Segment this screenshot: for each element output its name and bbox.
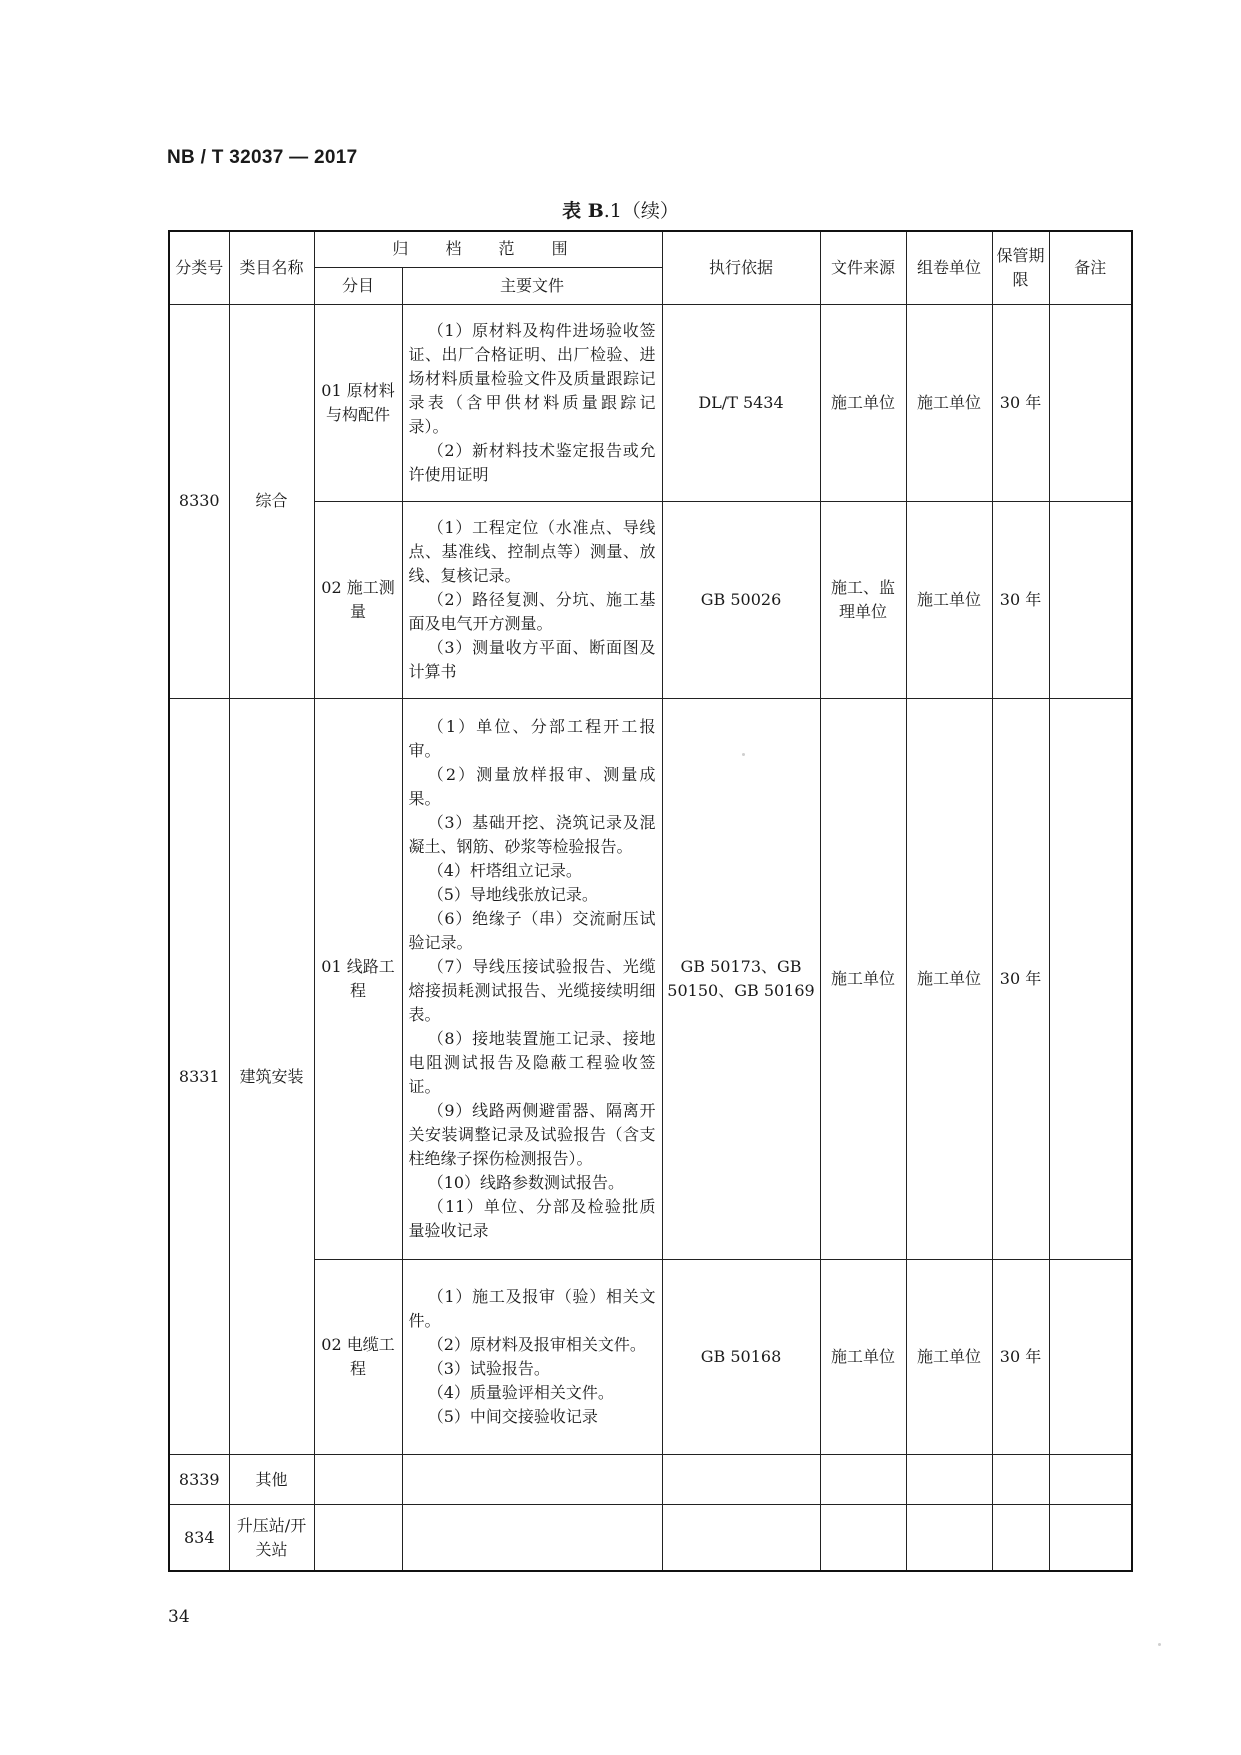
file-line: （5）导地线张放记录。 — [427, 885, 598, 905]
header-period: 保管期限 — [992, 231, 1049, 304]
file-line: （1）单位、分部工程开工报审。 — [408, 717, 656, 761]
source-cell: 施工单位 — [820, 699, 906, 1260]
table-title-bold: 表 B — [562, 200, 604, 222]
remark-cell — [1049, 304, 1132, 501]
table-row — [169, 501, 1132, 698]
file-line: （1）工程定位（水准点、导线点、基准线、控制点等）测量、放线、复核记录。 — [408, 518, 656, 586]
sub-item: 01 原材料与构配件 — [314, 304, 402, 501]
empty-cell — [662, 1505, 820, 1571]
table-row — [169, 699, 1132, 1260]
name-8339: 其他 — [229, 1455, 314, 1505]
header-code: 分类号 — [169, 231, 229, 304]
file-line: （3）试验报告。 — [427, 1359, 550, 1379]
basis-cell: GB 50173、GB 50150、GB 50169 — [662, 699, 820, 1260]
unit-cell: 施工单位 — [906, 699, 992, 1260]
unit-cell: 施工单位 — [906, 304, 992, 501]
scan-speck — [1158, 1643, 1161, 1646]
source-cell: 施工、监理单位 — [820, 501, 906, 698]
file-line: （5）中间交接验收记录 — [427, 1407, 598, 1427]
name-8330: 综合 — [229, 304, 314, 699]
source-cell: 施工单位 — [820, 304, 906, 501]
empty-cell — [820, 1455, 906, 1505]
period-cell: 30 年 — [992, 304, 1049, 501]
header-unit: 组卷单位 — [906, 231, 992, 304]
table-row — [169, 1455, 1132, 1505]
header-row-1 — [169, 231, 1132, 267]
empty-cell — [402, 1455, 662, 1505]
period-cell: 30 年 — [992, 501, 1049, 698]
table-row — [169, 304, 1132, 501]
file-line: （1）原材料及构件进场验收签证、出厂合格证明、出厂检验、进场材料质量检验文件及质量跟踪记录表（含甲供材料质量跟踪记录）。 — [408, 320, 656, 436]
remark-cell — [1049, 699, 1132, 1260]
empty-cell — [314, 1505, 402, 1571]
files-cell — [402, 1259, 662, 1454]
basis-cell: GB 50026 — [662, 501, 820, 698]
basis-cell: DL/T 5434 — [662, 304, 820, 501]
file-line: （8）接地装置施工记录、接地电阻测试报告及隐蔽工程验收签证。 — [408, 1029, 656, 1097]
header-sub: 分目 — [314, 267, 402, 304]
file-line: （9）线路两侧避雷器、隔离开关安装调整记录及试验报告（含支柱绝缘子探伤检测报告）。 — [408, 1101, 656, 1169]
header-files: 主要文件 — [402, 267, 662, 304]
document-code: NB / T 32037 — 2017 — [167, 147, 358, 168]
empty-cell — [314, 1455, 402, 1505]
file-line: （7）导线压接试验报告、光缆熔接损耗测试报告、光缆接续明细表。 — [408, 957, 656, 1025]
empty-cell — [1049, 1505, 1132, 1571]
files-cell — [402, 304, 662, 501]
file-line: （2）测量放样报审、测量成果。 — [408, 765, 656, 809]
empty-cell — [906, 1505, 992, 1571]
unit-cell: 施工单位 — [906, 1259, 992, 1454]
empty-cell — [1049, 1455, 1132, 1505]
sub-item: 01 线路工程 — [314, 699, 402, 1260]
file-line: （2）新材料技术鉴定报告或允许使用证明 — [408, 440, 656, 484]
table-row — [169, 1505, 1132, 1571]
code-8331: 8331 — [169, 699, 229, 1455]
file-line: （2）路径复测、分坑、施工基面及电气开方测量。 — [408, 590, 656, 634]
header-name: 类目名称 — [229, 231, 314, 304]
unit-cell: 施工单位 — [906, 501, 992, 698]
file-line: （10）线路参数测试报告。 — [427, 1173, 625, 1193]
file-line: （2）原材料及报审相关文件。 — [427, 1335, 646, 1355]
name-8331: 建筑安装 — [229, 699, 314, 1455]
file-line: （11）单位、分部及检验批质量验收记录 — [408, 1197, 656, 1241]
period-cell: 30 年 — [992, 1259, 1049, 1454]
table-row — [169, 1259, 1132, 1454]
page-number: 34 — [168, 1607, 190, 1627]
file-line: （3）基础开挖、浇筑记录及混凝土、钢筋、砂浆等检验报告。 — [408, 813, 656, 857]
file-line: （4）杆塔组立记录。 — [427, 861, 582, 881]
table-title-rest: .1（续） — [603, 200, 679, 222]
code-8339: 8339 — [169, 1455, 229, 1505]
empty-cell — [906, 1455, 992, 1505]
file-line: （4）质量验评相关文件。 — [427, 1383, 614, 1403]
file-line: （6）绝缘子（串）交流耐压试验记录。 — [408, 909, 656, 953]
file-line: （3）测量收方平面、断面图及计算书 — [408, 638, 656, 682]
empty-cell — [992, 1505, 1049, 1571]
empty-cell — [820, 1505, 906, 1571]
table-title — [0, 196, 1241, 223]
file-line: （1）施工及报审（验）相关文件。 — [408, 1287, 656, 1331]
period-cell: 30 年 — [992, 699, 1049, 1260]
sub-item: 02 电缆工程 — [314, 1259, 402, 1454]
basis-cell: GB 50168 — [662, 1259, 820, 1454]
source-cell: 施工单位 — [820, 1259, 906, 1454]
name-834: 升压站/开关站 — [229, 1505, 314, 1571]
empty-cell — [992, 1455, 1049, 1505]
empty-cell — [662, 1455, 820, 1505]
files-cell — [402, 501, 662, 698]
empty-cell — [402, 1505, 662, 1571]
remark-cell — [1049, 1259, 1132, 1454]
scan-speck — [742, 753, 745, 756]
header-scope: 归 档 范 围 — [314, 231, 662, 267]
files-cell — [402, 699, 662, 1260]
header-remark: 备注 — [1049, 231, 1132, 304]
header-source: 文件来源 — [820, 231, 906, 304]
code-834: 834 — [169, 1505, 229, 1571]
remark-cell — [1049, 501, 1132, 698]
header-basis: 执行依据 — [662, 231, 820, 304]
code-8330: 8330 — [169, 304, 229, 699]
sub-item: 02 施工测量 — [314, 501, 402, 698]
archive-classification-table — [168, 230, 1133, 1572]
